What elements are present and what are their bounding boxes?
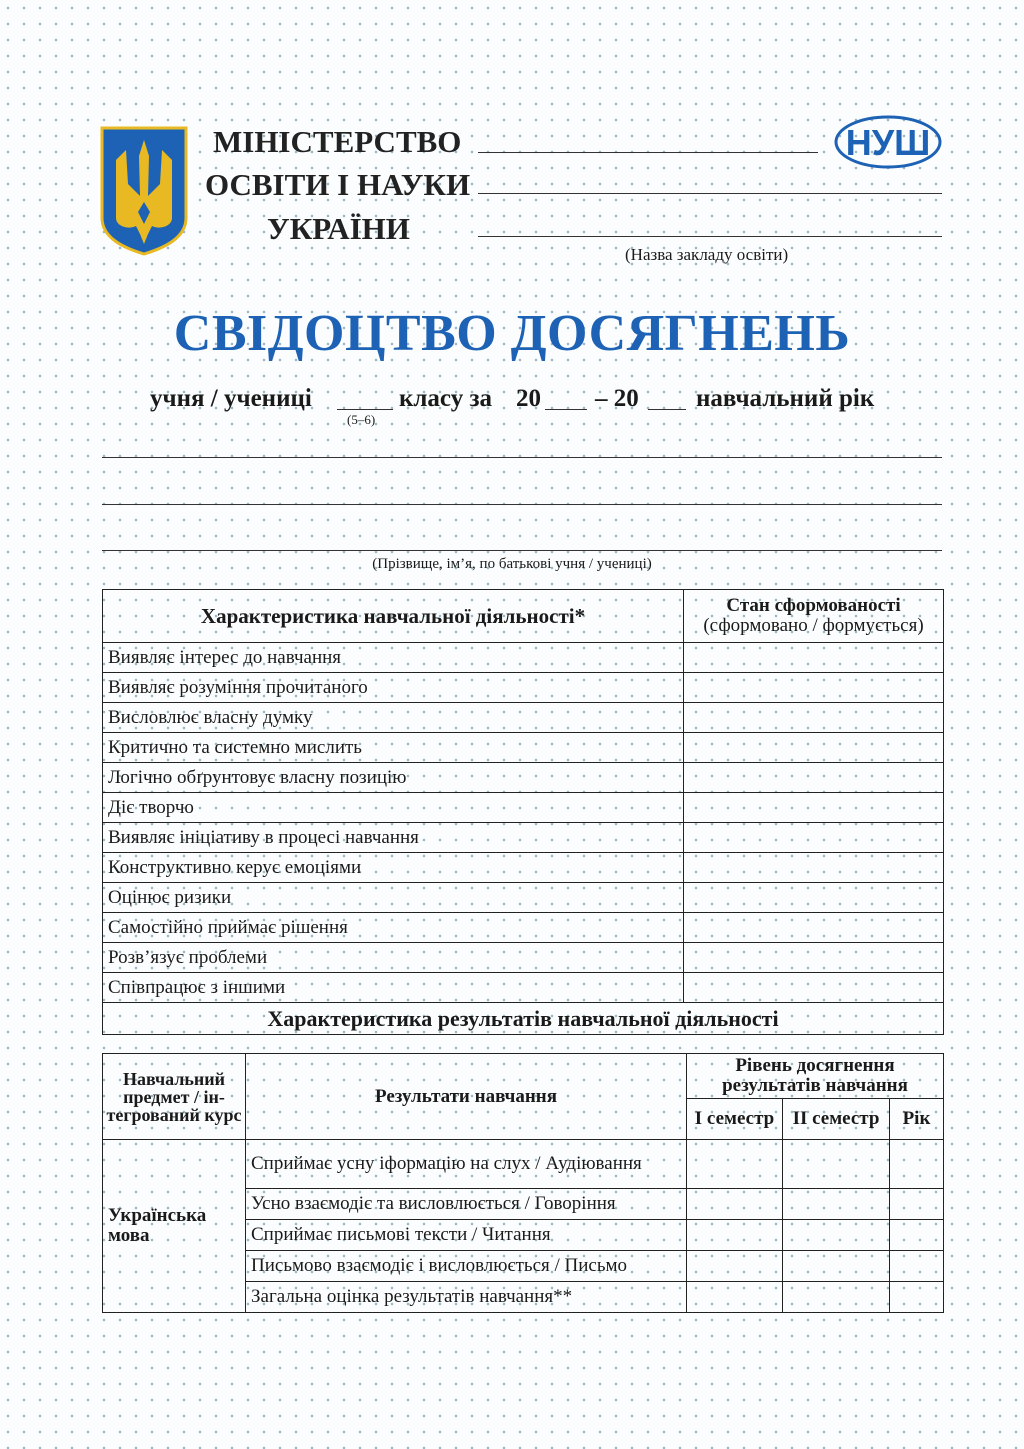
results-header-row	[103, 1054, 944, 1099]
activity-label: Виявляє ініціативу в процесі навчання	[103, 823, 684, 853]
activity-state-cell[interactable]	[684, 643, 944, 673]
table-row	[103, 883, 944, 913]
coat-of-arms-icon	[100, 126, 188, 256]
year-end-field[interactable]	[648, 409, 686, 410]
school-year-label: навчальний рік	[696, 385, 875, 412]
grade-field[interactable]	[337, 409, 393, 410]
activity-state-cell[interactable]	[684, 823, 944, 853]
subject-header: Навчальний предмет / ін-тегрований курс	[103, 1054, 246, 1140]
subject-name: Українська мова	[103, 1140, 246, 1313]
formation-state-label: Стан сформованості	[726, 595, 901, 617]
activity-label: Логічно обґрунтовує власну позицію	[103, 763, 684, 793]
year-prefix-1: 20	[516, 385, 541, 412]
institution-line-1[interactable]	[478, 152, 818, 153]
semester-2-cell[interactable]	[783, 1220, 890, 1251]
year-separator: – 20	[595, 385, 639, 412]
institution-line-3[interactable]	[478, 236, 942, 237]
result-label: Письмово взаємодіє і висловлюється / Письмо	[246, 1251, 687, 1282]
activity-header-right	[684, 590, 944, 643]
pupil-name-line-2[interactable]	[102, 504, 942, 505]
activity-label: Діє творчо	[103, 793, 684, 823]
year-cell[interactable]	[890, 1282, 944, 1313]
semester-1-cell[interactable]	[687, 1140, 783, 1189]
table-row	[103, 763, 944, 793]
result-label: Сприймає усну іформацію на слух / Аудіювання	[246, 1140, 687, 1189]
activity-label: Конструктивно керує емоціями	[103, 853, 684, 883]
year-start-field[interactable]	[545, 409, 587, 410]
nush-logo-text: НУШ	[845, 122, 931, 163]
semester-2-cell[interactable]	[783, 1282, 890, 1313]
table-row	[103, 853, 944, 883]
semester-1-cell[interactable]	[687, 1189, 783, 1220]
activity-state-cell[interactable]	[684, 703, 944, 733]
table-row	[103, 703, 944, 733]
activity-state-cell[interactable]	[684, 913, 944, 943]
result-label: Сприймає письмові тексти / Читання	[246, 1220, 687, 1251]
activity-header-left: Характеристика навчальної діяльності*	[103, 590, 684, 643]
results-header: Результати навчання	[246, 1054, 687, 1140]
activity-state-cell[interactable]	[684, 763, 944, 793]
year-cell[interactable]	[890, 1189, 944, 1220]
activity-label: Розв’язує проблеми	[103, 943, 684, 973]
nush-logo	[834, 114, 942, 170]
institution-caption: (Назва закладу освіти)	[625, 245, 789, 264]
table-row	[103, 673, 944, 703]
pupil-label: учня / учениці	[150, 385, 312, 412]
semester-1-cell[interactable]	[687, 1220, 783, 1251]
grade-hint: (5–6)	[347, 412, 376, 427]
pupil-name-line-3[interactable]	[102, 550, 942, 551]
activity-state-cell[interactable]	[684, 673, 944, 703]
document-title: СВІДОЦТВО ДОСЯГНЕНЬ	[173, 305, 851, 362]
ministry-line-2: ОСВІТИ І НАУКИ	[205, 167, 471, 202]
activity-state-cell[interactable]	[684, 793, 944, 823]
results-section-row	[103, 1003, 944, 1035]
table-row	[103, 823, 944, 853]
semester-1-header: І семестр	[687, 1099, 783, 1140]
activity-state-cell[interactable]	[684, 733, 944, 763]
result-label: Загальна оцінка результатів навчання**	[246, 1282, 687, 1313]
activity-label: Оцінює ризики	[103, 883, 684, 913]
activity-label: Висловлює власну думку	[103, 703, 684, 733]
activity-state-cell[interactable]	[684, 943, 944, 973]
activity-state-cell[interactable]	[684, 973, 944, 1003]
activity-label: Самостійно приймає рішення	[103, 913, 684, 943]
results-section-title: Характеристика результатів навчальної діяльності	[103, 1003, 944, 1035]
activity-table	[102, 589, 944, 1035]
activity-table-header	[103, 590, 944, 643]
activity-label: Співпрацює з іншими	[103, 973, 684, 1003]
table-row	[103, 793, 944, 823]
semester-2-cell[interactable]	[783, 1251, 890, 1282]
year-cell[interactable]	[890, 1251, 944, 1282]
ministry-line-3: УКРАЇНИ	[267, 211, 410, 246]
semester-1-cell[interactable]	[687, 1282, 783, 1313]
result-label: Усно взаємодіє та висловлюється / Говоріння	[246, 1189, 687, 1220]
activity-state-cell[interactable]	[684, 883, 944, 913]
activity-label: Виявляє інтерес до навчання	[103, 643, 684, 673]
ministry-line-1: МІНІСТЕРСТВО	[213, 124, 462, 159]
year-cell[interactable]	[890, 1220, 944, 1251]
table-row	[103, 913, 944, 943]
activity-state-cell[interactable]	[684, 853, 944, 883]
table-row	[103, 733, 944, 763]
pupil-name-caption: (Прізвище, ім’я, по батькові учня / учениці)	[372, 556, 652, 572]
semester-2-header: ІІ семестр	[783, 1099, 890, 1140]
results-table	[102, 1053, 944, 1313]
activity-label: Критично та системно мислить	[103, 733, 684, 763]
grade-class-label: класу за	[399, 385, 492, 412]
institution-line-2[interactable]	[478, 193, 942, 194]
level-header: Рівень досягнення результатів навчання	[687, 1054, 944, 1099]
year-header: Рік	[890, 1099, 944, 1140]
year-cell[interactable]	[890, 1140, 944, 1189]
table-row	[103, 943, 944, 973]
semester-2-cell[interactable]	[783, 1140, 890, 1189]
table-row	[103, 973, 944, 1003]
table-row	[103, 1140, 944, 1189]
semester-2-cell[interactable]	[783, 1189, 890, 1220]
activity-label: Виявляє розуміння прочитаного	[103, 673, 684, 703]
table-row	[103, 643, 944, 673]
formation-state-hint: (сформовано / формується)	[703, 615, 924, 636]
semester-1-cell[interactable]	[687, 1251, 783, 1282]
pupil-name-line-1[interactable]	[102, 457, 942, 458]
